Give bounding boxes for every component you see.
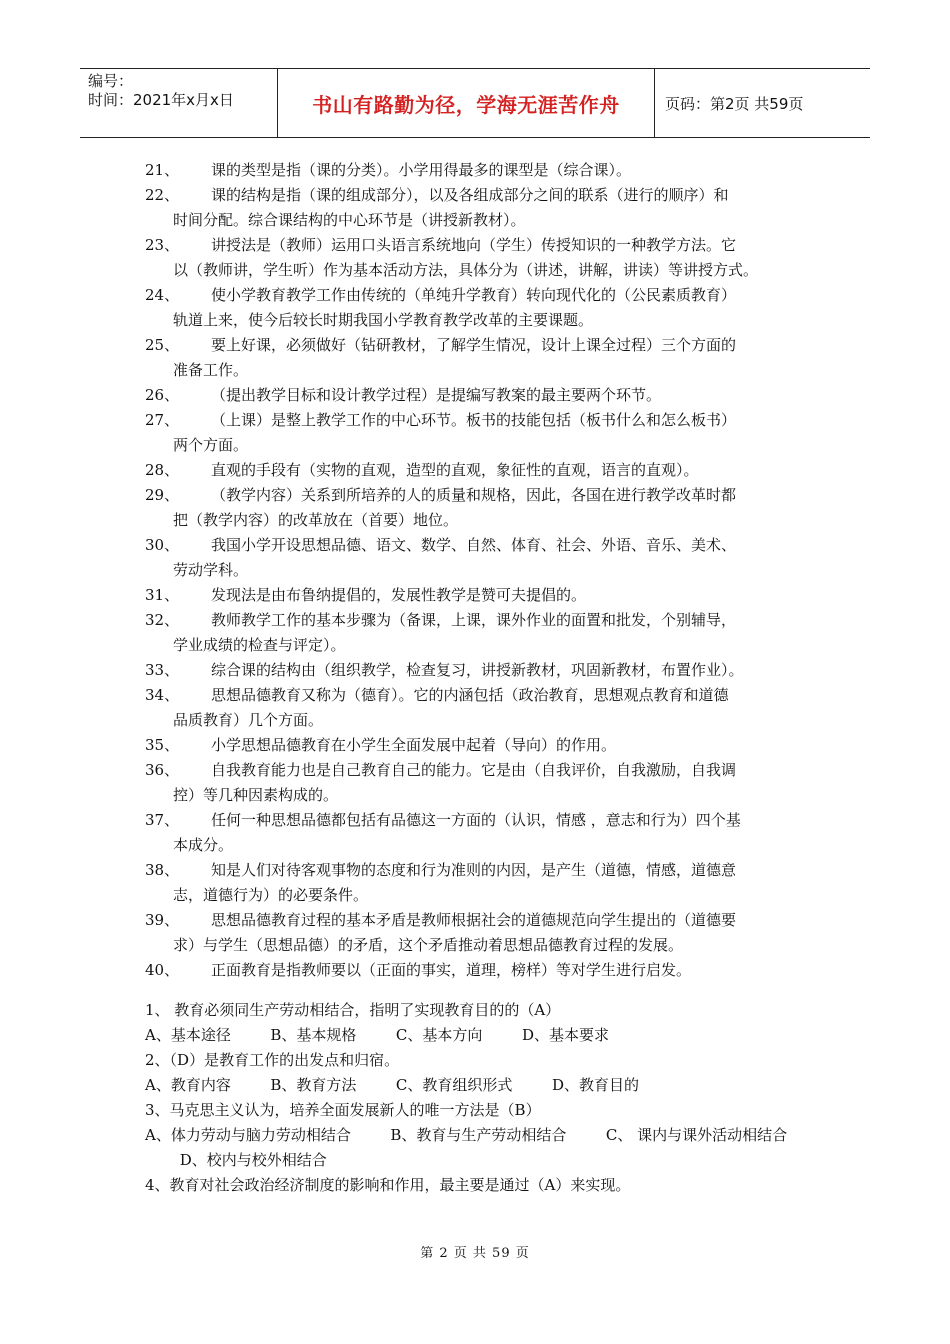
question-stem: 3、马克思主义认为，培养全面发展新人的唯一方法是（B） (145, 1101, 541, 1119)
list-item (145, 683, 815, 733)
item-text: （上课）是整上教学工作的中心环节。板书的技能包括（板书什么和怎么板书） (211, 411, 737, 429)
list-item (145, 333, 815, 383)
item-number: 38、 (145, 861, 180, 879)
list-item (145, 858, 815, 908)
time-label: 时间：2021年x月x日 (88, 91, 234, 109)
item-text: 发现法是由布鲁纳提倡的，发展性教学是赞可夫提倡的。 (211, 586, 587, 604)
list-item (145, 908, 815, 958)
document-body (145, 158, 815, 1198)
item-text-continued: 本成分。 (173, 836, 234, 854)
item-text: （教学内容）关系到所培养的人的质量和规格，因此，各国在进行教学改革时都 (211, 486, 737, 504)
item-number: 25、 (145, 336, 180, 354)
item-text: 正面教育是指教师要以（正面的事实，道理，榜样）等对学生进行启发。 (211, 961, 692, 979)
list-item (145, 958, 815, 983)
item-number: 40、 (145, 961, 180, 979)
list-item (145, 233, 815, 283)
list-item (145, 408, 815, 458)
list-item (145, 658, 815, 683)
item-number: 37、 (145, 811, 180, 829)
item-number: 28、 (145, 461, 180, 479)
item-text: （提出教学目标和设计教学过程）是提编写教案的最主要两个环节。 (211, 386, 662, 404)
list-item (145, 733, 815, 758)
item-number: 35、 (145, 736, 180, 754)
item-text-continued: 求）与学生（思想品德）的矛盾，这个矛盾推动着思想品德教育过程的发展。 (173, 936, 684, 954)
item-number: 26、 (145, 386, 180, 404)
question-options: A、基本途径 B、基本规格 C、基本方向 D、基本要求 (145, 1026, 609, 1044)
question-stem: 2、（D）是教育工作的出发点和归宿。 (145, 1051, 400, 1069)
list-item (145, 283, 815, 333)
item-text-continued: 把（教学内容）的改革放在（首要）地位。 (173, 511, 459, 529)
item-text: 思想品德教育又称为（德育）。它的内涵包括（政治教育，思想观点教育和道德 (211, 686, 729, 704)
page-footer: 第 2 页 共 59 页 (420, 1246, 530, 1261)
item-text-continued: 以（教师讲，学生听）作为基本活动方法，具体分为（讲述，讲解，讲读）等讲授方式。 (173, 261, 759, 279)
item-text: 思想品德教育过程的基本矛盾是教师根据社会的道德规范向学生提出的（道德要 (211, 911, 737, 929)
item-text-continued: 劳动学科。 (173, 561, 249, 579)
list-item (145, 158, 815, 183)
item-number: 24、 (145, 286, 180, 304)
numbered-items (145, 158, 815, 983)
item-text-continued: 时间分配。综合课结构的中心环节是（讲授新教材）。 (173, 211, 526, 229)
list-item (145, 483, 815, 533)
item-number: 22、 (145, 186, 180, 204)
item-number: 27、 (145, 411, 180, 429)
list-item (145, 583, 815, 608)
item-text: 我国小学开设思想品德、语文、数学、自然、体育、社会、外语、音乐、美术、 (211, 536, 737, 554)
item-text-continued: 准备工作。 (173, 361, 249, 379)
multiple-choice-questions (145, 998, 815, 1198)
item-text: 直观的手段有（实物的直观，造型的直观，象征性的直观，语言的直观）。 (211, 461, 699, 479)
item-number: 34、 (145, 686, 180, 704)
item-number: 36、 (145, 761, 180, 779)
item-text: 知是人们对待客观事物的态度和行为准则的内因，是产生（道德，情感，道德意 (211, 861, 737, 879)
item-text-continued: 学业成绩的检查与评定）。 (173, 636, 346, 654)
item-text: 要上好课，必须做好（钻研教材，了解学生情况，设计上课全过程）三个方面的 (211, 336, 737, 354)
item-text-continued: 志，道德行为）的必要条件。 (173, 886, 369, 904)
item-number: 21、 (145, 161, 180, 179)
item-number: 33、 (145, 661, 180, 679)
item-text-continued: 轨道上来，使今后较长时期我国小学教育教学改革的主要课题。 (173, 311, 594, 329)
header-page-info: 页码：第2页 共59页 (665, 94, 804, 113)
question-stem: 1、 教育必须同生产劳动相结合，指明了实现教育目的的（A） (145, 1001, 561, 1019)
item-number: 32、 (145, 611, 180, 629)
item-text: 课的类型是指（课的分类）。小学用得最多的课型是（综合课）。 (211, 161, 632, 179)
item-text: 任何一种思想品德都包括有品德这一方面的（认识，情感 ，意志和行为）四个基 (211, 811, 741, 829)
list-item (145, 458, 815, 483)
question-stem: 4、教育对社会政治经济制度的影响和作用，最主要是通过（A）来实现。 (145, 1176, 631, 1194)
item-text: 教师教学工作的基本步骤为（备课，上课，课外作业的面置和批发，个别辅导， (211, 611, 737, 629)
item-text: 小学思想品德教育在小学生全面发展中起着（导向）的作用。 (211, 736, 617, 754)
number-label: 编号： (88, 72, 134, 90)
list-item (145, 608, 815, 658)
header-meta (80, 69, 278, 137)
question-options: A、教育内容 B、教育方法 C、教育组织形式 D、教育目的 (145, 1076, 639, 1094)
section-gap (145, 983, 815, 998)
item-number: 31、 (145, 586, 180, 604)
page-header (80, 68, 870, 138)
item-text-continued: 控）等几种因素构成的。 (173, 786, 339, 804)
item-text: 课的结构是指（课的组成部分），以及各组成部分之间的联系（进行的顺序）和 (211, 186, 729, 204)
question-options: A、体力劳动与脑力劳动相结合 B、教育与生产劳动相结合 C、 课内与课外活动相结合 D、校内与校外相结合 (145, 1126, 788, 1169)
item-text: 自我教育能力也是自己教育自己的能力。它是由（自我评价，自我激励，自我调 (211, 761, 737, 779)
item-text-continued: 品质教育）几个方面。 (173, 711, 324, 729)
list-item (145, 183, 815, 233)
list-item (145, 758, 815, 808)
item-number: 39、 (145, 911, 180, 929)
item-text: 使小学教育教学工作由传统的（单纯升学教育）转向现代化的（公民素质教育） (211, 286, 737, 304)
item-number: 23、 (145, 236, 180, 254)
header-motto: 书山有路勤为径，学海无涯苦作舟 (278, 69, 655, 137)
list-item (145, 533, 815, 583)
item-number: 29、 (145, 486, 180, 504)
item-text-continued: 两个方面。 (173, 436, 249, 454)
list-item (145, 808, 815, 858)
list-item (145, 383, 815, 408)
item-text: 综合课的结构由（组织教学，检查复习，讲授新教材，巩固新教材，布置作业）。 (211, 661, 744, 679)
item-number: 30、 (145, 536, 180, 554)
item-text: 讲授法是（教师）运用口头语言系统地向（学生）传授知识的一种教学方法。它 (211, 236, 737, 254)
